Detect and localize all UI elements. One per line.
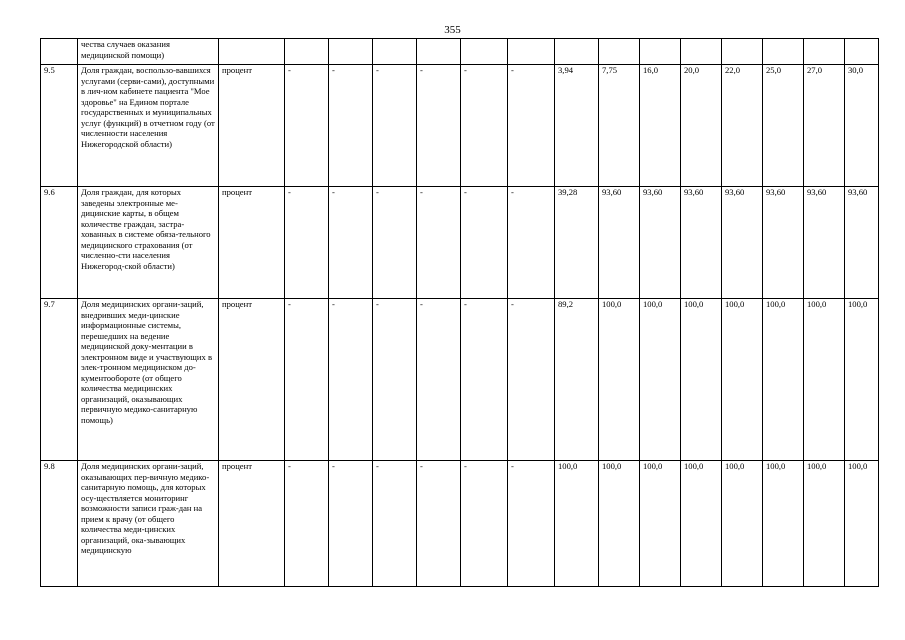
table-row bbox=[41, 187, 879, 299]
indicators-table bbox=[40, 38, 879, 587]
value-cell: 30,0 bbox=[845, 65, 879, 187]
value-cell: - bbox=[285, 65, 329, 187]
value-cell: - bbox=[417, 187, 461, 299]
value-cell bbox=[599, 39, 640, 65]
value-cell: 3,94 bbox=[555, 65, 599, 187]
value-cell: 22,0 bbox=[722, 65, 763, 187]
value-cell: - bbox=[417, 299, 461, 461]
value-cell bbox=[681, 39, 722, 65]
unit-cell: процент bbox=[219, 461, 285, 587]
value-cell: 93,60 bbox=[599, 187, 640, 299]
indicator-name-cell: Доля медицинских органи-заций, оказывающих пер-вичную медико-санитарную помощь, для которых осу-ществляется мониторинг возможности записи граж-дан на прием к врачу (от общего количества меди-цинских организаций, ока-зывающих медицинскую bbox=[78, 461, 219, 587]
value-cell bbox=[461, 39, 508, 65]
value-cell: 100,0 bbox=[640, 299, 681, 461]
row-id-cell: 9.6 bbox=[41, 187, 78, 299]
value-cell: 100,0 bbox=[722, 461, 763, 587]
unit-cell: процент bbox=[219, 299, 285, 461]
value-cell: - bbox=[461, 65, 508, 187]
value-cell: - bbox=[417, 461, 461, 587]
value-cell: 100,0 bbox=[681, 461, 722, 587]
table-row bbox=[41, 461, 879, 587]
value-cell: 93,60 bbox=[804, 187, 845, 299]
row-id-cell: 9.5 bbox=[41, 65, 78, 187]
value-cell bbox=[285, 39, 329, 65]
value-cell: 93,60 bbox=[845, 187, 879, 299]
unit-cell: процент bbox=[219, 187, 285, 299]
value-cell bbox=[804, 39, 845, 65]
value-cell: 100,0 bbox=[599, 461, 640, 587]
value-cell: - bbox=[285, 187, 329, 299]
table-row bbox=[41, 39, 879, 65]
value-cell bbox=[417, 39, 461, 65]
value-cell bbox=[640, 39, 681, 65]
indicator-name-cell: чества случаев оказания медицинской помощи) bbox=[78, 39, 219, 65]
indicator-name-cell: Доля граждан, для которых заведены электронные ме-дицинские карты, в общем количестве граждан, застра-хованных в системе обяза-тельного медицинского страхования (от численно-сти населения Нижегород-ской области) bbox=[78, 187, 219, 299]
value-cell: 93,60 bbox=[681, 187, 722, 299]
row-id-cell bbox=[41, 39, 78, 65]
value-cell: 93,60 bbox=[763, 187, 804, 299]
unit-cell: процент bbox=[219, 65, 285, 187]
table-row bbox=[41, 299, 879, 461]
value-cell: - bbox=[373, 461, 417, 587]
value-cell bbox=[555, 39, 599, 65]
value-cell: 100,0 bbox=[555, 461, 599, 587]
value-cell: - bbox=[373, 299, 417, 461]
value-cell: 100,0 bbox=[804, 299, 845, 461]
value-cell: - bbox=[508, 65, 555, 187]
value-cell: - bbox=[508, 461, 555, 587]
value-cell: 20,0 bbox=[681, 65, 722, 187]
value-cell bbox=[845, 39, 879, 65]
value-cell: 25,0 bbox=[763, 65, 804, 187]
value-cell: 16,0 bbox=[640, 65, 681, 187]
page-number: 355 bbox=[444, 24, 461, 36]
indicator-name-cell: Доля граждан, воспользо-вавшихся услугами (серви-сами), доступными в лич-ном кабинете пациента "Мое здоровье" на Едином портале государственных и муниципальных услуг (функций) в отчетном году (от численности населения Нижегородской области) bbox=[78, 65, 219, 187]
unit-cell bbox=[219, 39, 285, 65]
value-cell: - bbox=[508, 299, 555, 461]
value-cell: - bbox=[461, 461, 508, 587]
value-cell bbox=[508, 39, 555, 65]
value-cell: 100,0 bbox=[845, 461, 879, 587]
value-cell: - bbox=[417, 65, 461, 187]
value-cell: - bbox=[329, 299, 373, 461]
table-row bbox=[41, 65, 879, 187]
value-cell: - bbox=[285, 461, 329, 587]
value-cell: - bbox=[285, 299, 329, 461]
value-cell: 39,28 bbox=[555, 187, 599, 299]
value-cell bbox=[329, 39, 373, 65]
value-cell: 100,0 bbox=[763, 461, 804, 587]
value-cell: 7,75 bbox=[599, 65, 640, 187]
value-cell: 100,0 bbox=[763, 299, 804, 461]
value-cell: 100,0 bbox=[804, 461, 845, 587]
value-cell: - bbox=[461, 299, 508, 461]
value-cell: 93,60 bbox=[722, 187, 763, 299]
value-cell: - bbox=[329, 187, 373, 299]
value-cell: - bbox=[329, 65, 373, 187]
value-cell: 100,0 bbox=[681, 299, 722, 461]
value-cell: - bbox=[508, 187, 555, 299]
value-cell: 93,60 bbox=[640, 187, 681, 299]
row-id-cell: 9.7 bbox=[41, 299, 78, 461]
value-cell: - bbox=[373, 187, 417, 299]
row-id-cell: 9.8 bbox=[41, 461, 78, 587]
value-cell: 100,0 bbox=[722, 299, 763, 461]
value-cell bbox=[722, 39, 763, 65]
value-cell: 100,0 bbox=[599, 299, 640, 461]
value-cell: - bbox=[461, 187, 508, 299]
value-cell: - bbox=[373, 65, 417, 187]
value-cell: 100,0 bbox=[640, 461, 681, 587]
value-cell: 100,0 bbox=[845, 299, 879, 461]
value-cell: 89,2 bbox=[555, 299, 599, 461]
value-cell: - bbox=[329, 461, 373, 587]
value-cell bbox=[763, 39, 804, 65]
value-cell bbox=[373, 39, 417, 65]
value-cell: 27,0 bbox=[804, 65, 845, 187]
indicator-name-cell: Доля медицинских органи-заций, внедривших меди-цинские информационные системы, перешедших на ведение медицинской доку-ментации в электронном виде и участвующих в элек-тронном медицинском до-кументообороте (от общего количества медицинских организаций, оказывающих первичную медико-санитарную помощь) bbox=[78, 299, 219, 461]
